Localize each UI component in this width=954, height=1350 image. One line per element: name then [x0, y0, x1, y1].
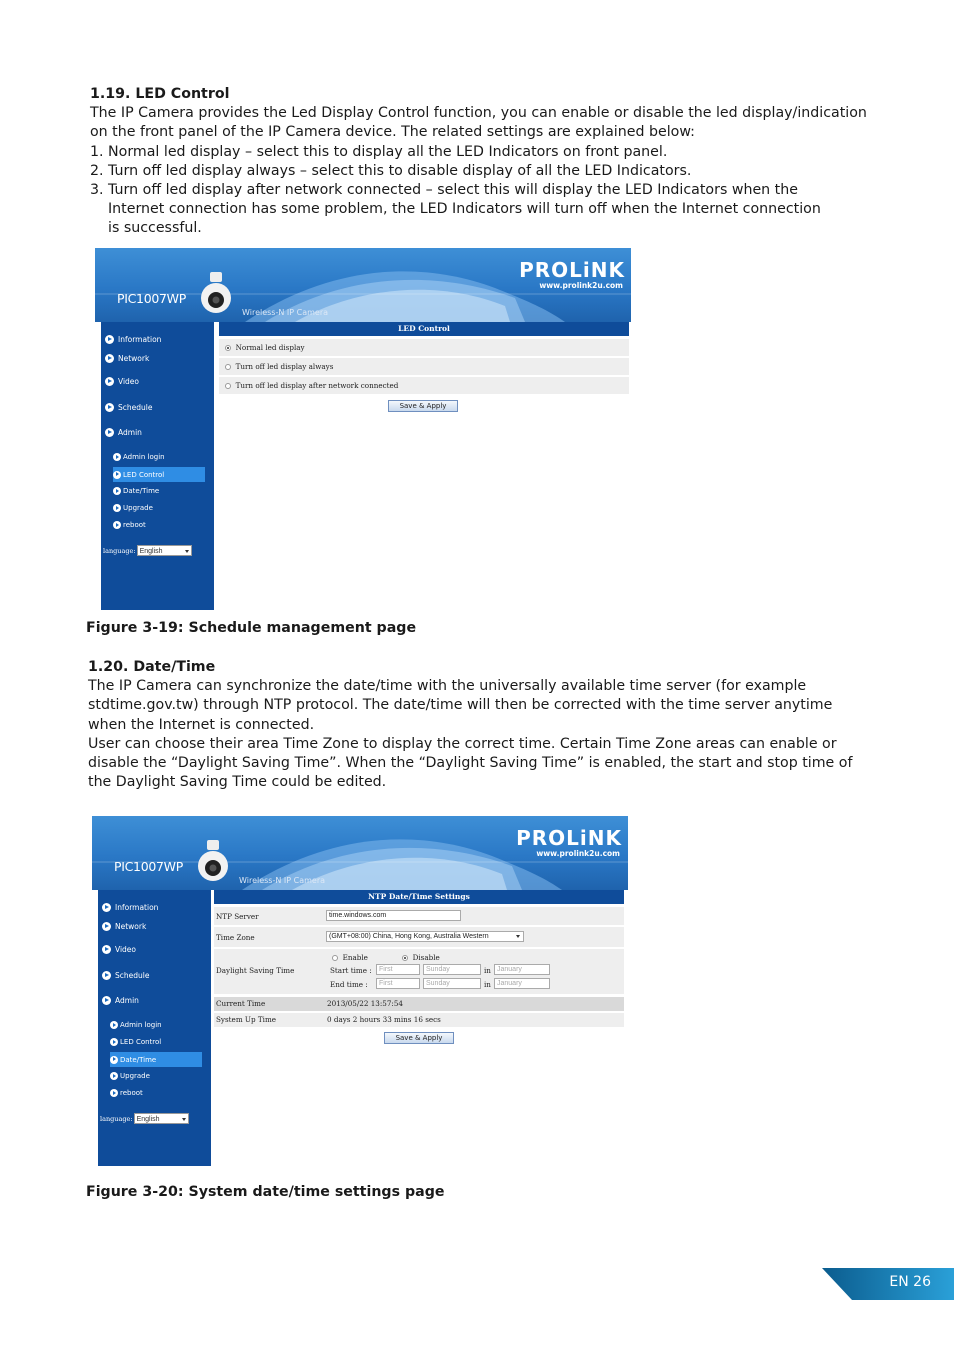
tagline: Wireless-N IP Camera	[239, 876, 326, 885]
section-datetime-text	[88, 658, 852, 792]
radio-button[interactable]	[225, 364, 231, 370]
sidebar-item-reboot[interactable]: reboot	[113, 521, 146, 529]
arrow-circle-icon	[102, 922, 111, 931]
paragraph-line: 2. Turn off led display always – select this to disable display of all the LED Indicators.	[90, 162, 692, 179]
time-zone-select[interactable]: (GMT+08:00) China, Hong Kong, Australia Western	[326, 931, 524, 942]
banner	[95, 248, 631, 322]
arrow-circle-icon	[110, 1021, 118, 1029]
arrow-circle-icon	[105, 377, 114, 386]
in-label: in	[484, 980, 491, 989]
panel-title: LED Control	[219, 322, 629, 336]
sidebar-item-information[interactable]: Information	[105, 335, 161, 344]
ntp-server-label: NTP Server	[216, 912, 259, 921]
sidebar-item-reboot[interactable]: reboot	[110, 1089, 143, 1097]
led-option-normal[interactable]: Normal led display	[219, 339, 629, 356]
sidebar-item-date-time[interactable]: Date/Time	[113, 487, 159, 495]
screenshot-led-control	[95, 248, 631, 610]
uptime-row	[214, 1013, 624, 1027]
sidebar-item-upgrade[interactable]: Upgrade	[113, 504, 153, 512]
language-label: language:	[100, 1114, 133, 1123]
daylight-saving-row	[214, 949, 624, 994]
model-name: PIC1007WP	[114, 859, 183, 874]
language-select[interactable]: English	[137, 545, 192, 556]
brand-logo: PROLiNK	[519, 258, 625, 282]
in-label: in	[484, 966, 491, 975]
save-apply-button[interactable]: Save & Apply	[384, 1032, 454, 1044]
tagline: Wireless-N IP Camera	[242, 308, 329, 317]
figure-caption: Figure 3-20: System date/time settings page	[86, 1184, 445, 1200]
sidebar-item-upgrade[interactable]: Upgrade	[110, 1072, 150, 1080]
current-time-value: 2013/05/22 13:57:54	[327, 999, 403, 1008]
radio-button[interactable]	[332, 955, 338, 961]
paragraph-line: Internet connection has some problem, the LED Indicators will turn off when the Internet connection	[108, 201, 821, 218]
uptime-value: 0 days 2 hours 33 mins 16 secs	[327, 1015, 441, 1024]
start-time-label: Start time :	[330, 966, 372, 975]
arrow-circle-icon	[113, 504, 121, 512]
section-heading: 1.19. LED Control	[90, 86, 230, 102]
paragraph-line: 1. Normal led display – select this to display all the LED Indicators on front panel.	[90, 143, 668, 160]
sidebar	[98, 890, 211, 1166]
camera-icon	[196, 840, 230, 886]
arrow-circle-icon	[102, 996, 111, 1005]
sidebar-item-led-control[interactable]: LED Control	[110, 1038, 161, 1046]
time-zone-label: Time Zone	[216, 933, 255, 942]
language-select[interactable]: English	[134, 1113, 189, 1124]
current-time-label: Current Time	[216, 999, 266, 1008]
arrow-circle-icon	[110, 1089, 118, 1097]
paragraph-line: when the Internet is connected.	[88, 716, 315, 733]
sidebar-item-information[interactable]: Information	[102, 903, 158, 912]
start-month-select[interactable]: January	[494, 964, 550, 975]
brand-url: www.prolink2u.com	[536, 849, 620, 858]
radio-button[interactable]	[225, 383, 231, 389]
section-heading: 1.20. Date/Time	[88, 659, 216, 675]
led-option-always-off[interactable]: Turn off led display always	[219, 358, 629, 375]
sidebar-item-admin-login[interactable]: Admin login	[110, 1021, 162, 1029]
chevron-down-icon	[182, 1118, 186, 1121]
paragraph-line: The IP Camera provides the Led Display Control function, you can enable or disable the led display/indication	[90, 105, 867, 122]
end-month-select[interactable]: January	[494, 978, 550, 989]
end-day-select[interactable]: Sunday	[423, 978, 481, 989]
paragraph-line: 3. Turn off led display after network connected – select this will display the LED Indicators when the	[90, 182, 798, 199]
panel-title: NTP Date/Time Settings	[214, 890, 624, 904]
sidebar-item-video[interactable]: Video	[102, 945, 136, 954]
sidebar-item-schedule[interactable]: Schedule	[105, 403, 152, 412]
sidebar-item-network[interactable]: Network	[102, 922, 146, 931]
time-zone-row	[214, 927, 624, 947]
paragraph-line: User can choose their area Time Zone to display the correct time. Certain Time Zone areas can enable or	[88, 735, 837, 752]
arrow-circle-icon	[113, 471, 121, 479]
led-option-off-after-connect[interactable]: Turn off led display after network connected	[219, 377, 629, 394]
dst-enable-option[interactable]: Enable	[332, 953, 368, 962]
start-week-select[interactable]: First	[376, 964, 420, 975]
uptime-label: System Up Time	[216, 1015, 277, 1024]
banner	[92, 816, 628, 890]
save-apply-button[interactable]: Save & Apply	[388, 400, 458, 412]
paragraph-line: stdtime.gov.tw) through NTP protocol. The date/time will then be corrected with the time server anytime	[88, 697, 833, 714]
sidebar	[101, 322, 214, 610]
arrow-circle-icon	[113, 521, 121, 529]
start-day-select[interactable]: Sunday	[423, 964, 481, 975]
current-time-row	[214, 997, 624, 1011]
language-selector	[103, 545, 192, 556]
chevron-down-icon	[516, 935, 520, 938]
radio-button[interactable]	[225, 345, 231, 351]
sidebar-item-admin[interactable]: Admin	[102, 996, 139, 1005]
brand-logo: PROLiNK	[516, 826, 622, 850]
sidebar-item-video[interactable]: Video	[105, 377, 139, 386]
arrow-circle-icon	[102, 971, 111, 980]
ntp-server-row	[214, 907, 624, 925]
end-week-select[interactable]: First	[376, 978, 420, 989]
arrow-circle-icon	[110, 1072, 118, 1080]
dst-disable-option[interactable]: Disable	[402, 953, 440, 962]
page-number: EN 26	[889, 1274, 931, 1290]
sidebar-item-schedule[interactable]: Schedule	[102, 971, 149, 980]
paragraph-line: on the front panel of the IP Camera device. The related settings are explained below:	[90, 124, 695, 141]
arrow-circle-icon	[113, 487, 121, 495]
language-selector	[100, 1113, 189, 1124]
arrow-circle-icon	[105, 403, 114, 412]
sidebar-item-admin-login[interactable]: Admin login	[113, 453, 165, 461]
chevron-down-icon	[185, 550, 189, 553]
arrow-circle-icon	[110, 1038, 118, 1046]
screenshot-date-time	[92, 816, 628, 1166]
arrow-circle-icon	[110, 1056, 118, 1064]
paragraph-line: the Daylight Saving Time could be edited.	[88, 774, 387, 791]
radio-button[interactable]	[402, 955, 408, 961]
arrow-circle-icon	[105, 354, 114, 363]
model-name: PIC1007WP	[117, 291, 186, 306]
sidebar-item-date-time[interactable]: Date/Time	[110, 1052, 202, 1067]
language-label: language:	[103, 546, 136, 555]
paragraph-line: disable the “Daylight Saving Time”. When the “Daylight Saving Time” is enabled, the start and stop time of	[88, 755, 853, 772]
ntp-server-input[interactable]: time.windows.com	[326, 910, 461, 921]
section-led-text	[90, 85, 867, 239]
arrow-circle-icon	[105, 428, 114, 437]
figure-caption: Figure 3-19: Schedule management page	[86, 620, 417, 636]
daylight-saving-label: Daylight Saving Time	[216, 966, 295, 975]
page-badge	[822, 1268, 954, 1300]
sidebar-item-network[interactable]: Network	[105, 354, 149, 363]
arrow-circle-icon	[102, 903, 111, 912]
arrow-circle-icon	[102, 945, 111, 954]
sidebar-item-led-control[interactable]: LED Control	[113, 467, 205, 482]
sidebar-item-admin[interactable]: Admin	[105, 428, 142, 437]
arrow-circle-icon	[113, 453, 121, 461]
paragraph-line: is successful.	[108, 220, 202, 237]
paragraph-line: The IP Camera can synchronize the date/time with the universally available time server (for example	[88, 678, 807, 695]
camera-icon	[199, 272, 233, 318]
arrow-circle-icon	[105, 335, 114, 344]
brand-url: www.prolink2u.com	[539, 281, 623, 290]
end-time-label: End time :	[330, 980, 368, 989]
